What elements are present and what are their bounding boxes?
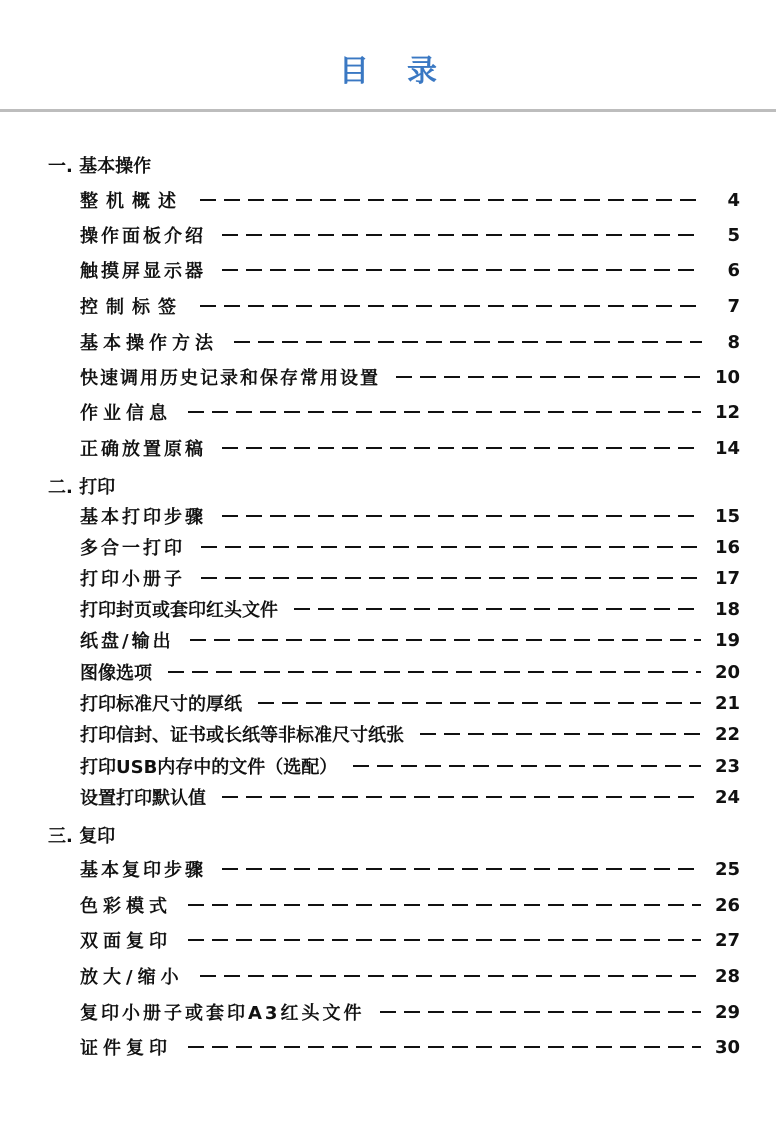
toc-entry-label: 基本复印步骤	[80, 860, 206, 881]
toc-entry-page: 18	[714, 598, 740, 620]
toc-entry-label: 证件复印	[80, 1038, 172, 1059]
toc-entry[interactable]	[80, 400, 740, 424]
toc-entry-page: 28	[714, 965, 740, 987]
toc-entry[interactable]	[80, 1000, 740, 1024]
toc-entry-page: 8	[727, 331, 740, 353]
dot-leader	[188, 928, 701, 952]
toc-entry-page: 22	[714, 723, 740, 745]
toc-entry-page: 14	[714, 437, 740, 459]
section-heading-copy: 三. 复印	[48, 826, 116, 847]
dot-leader	[188, 893, 701, 917]
toc-entry[interactable]	[80, 628, 740, 652]
toc-entry[interactable]	[80, 223, 740, 247]
toc-entry[interactable]	[80, 504, 740, 528]
toc-entry-label: 打印封页或套印红头文件	[80, 600, 278, 621]
toc-entry[interactable]	[80, 691, 740, 715]
toc-entry[interactable]	[80, 893, 740, 917]
dot-leader	[222, 857, 701, 881]
toc-entry[interactable]	[80, 785, 740, 809]
toc-entry-page: 29	[714, 1001, 740, 1023]
toc-entry-label: 作业信息	[80, 403, 172, 424]
toc-entry-label: 打印小册子	[80, 569, 185, 590]
toc-entry-label: 触摸屏显示器	[80, 261, 206, 282]
toc-entry-label: 基本打印步骤	[80, 507, 206, 528]
toc-entry-label: 双面复印	[80, 931, 172, 952]
toc-entry[interactable]	[80, 566, 740, 590]
dot-leader	[222, 436, 701, 460]
toc-entry-label: 正确放置原稿	[80, 439, 206, 460]
toc-entry[interactable]	[80, 754, 740, 778]
toc-entry-page: 7	[727, 295, 740, 317]
toc-entry-page: 25	[714, 858, 740, 880]
dot-leader	[222, 785, 701, 809]
toc-entry[interactable]	[80, 258, 740, 282]
toc-entry[interactable]	[80, 294, 740, 318]
dot-leader	[258, 691, 701, 715]
dot-leader	[420, 722, 701, 746]
toc-entry-page: 20	[714, 661, 740, 683]
toc-entry[interactable]	[80, 188, 740, 212]
toc-entry[interactable]	[80, 436, 740, 460]
toc-entry-page: 21	[714, 692, 740, 714]
toc-entry-label: 复印小册子或套印A3红头文件	[80, 1003, 365, 1024]
toc-entry-label: 设置打印默认值	[80, 788, 206, 809]
toc-entry-page: 4	[727, 189, 740, 211]
toc-entry-page: 6	[727, 259, 740, 281]
toc-entry[interactable]	[80, 722, 740, 746]
toc-entry-label: 纸盘/输出	[80, 631, 174, 652]
toc-entry[interactable]	[80, 597, 740, 621]
toc-entry[interactable]	[80, 1035, 740, 1059]
dot-leader	[200, 294, 702, 318]
dot-leader	[294, 597, 701, 621]
dot-leader	[380, 1000, 700, 1024]
dot-leader	[222, 223, 702, 247]
dot-leader	[188, 400, 701, 424]
toc-entry-label: 控制标签	[80, 297, 184, 318]
toc-entry-page: 12	[714, 401, 740, 423]
toc-entry-label: 整机概述	[80, 191, 184, 212]
dot-leader	[222, 504, 701, 528]
section-heading-print: 二. 打印	[48, 477, 116, 498]
dot-leader	[168, 660, 701, 684]
dot-leader	[201, 566, 701, 590]
toc-entry-label: 操作面板介绍	[80, 226, 206, 247]
toc-entry[interactable]	[80, 964, 740, 988]
dot-leader	[222, 258, 702, 282]
toc-entry[interactable]	[80, 330, 740, 354]
dot-leader	[201, 535, 701, 559]
toc-entry[interactable]	[80, 660, 740, 684]
dot-leader	[234, 330, 702, 354]
toc-entry-label: 基本操作方法	[80, 333, 218, 354]
toc-entry-page: 27	[714, 929, 740, 951]
toc-entry-label: 图像选项	[80, 663, 152, 684]
toc-entry-label: 色彩模式	[80, 896, 172, 917]
toc-entry-page: 17	[714, 567, 740, 589]
toc-entry-page: 23	[714, 755, 740, 777]
toc-entry[interactable]	[80, 365, 740, 389]
toc-entry-page: 24	[714, 786, 740, 808]
toc-entry-label: 放大/缩小	[80, 967, 184, 988]
dot-leader	[188, 1035, 701, 1059]
toc-entry[interactable]	[80, 928, 740, 952]
toc-entry-page: 30	[714, 1036, 740, 1058]
toc-entry[interactable]	[80, 535, 740, 559]
dot-leader	[200, 188, 702, 212]
toc-entry-page: 19	[714, 629, 740, 651]
toc-entry-label: 打印USB内存中的文件（选配）	[80, 757, 338, 778]
toc-entry-page: 16	[714, 536, 740, 558]
dot-leader	[353, 754, 701, 778]
dot-leader	[396, 365, 701, 389]
toc-entry-label: 打印信封、证书或长纸等非标准尺寸纸张	[80, 725, 404, 746]
header-divider	[0, 109, 776, 112]
page-title: 目录	[339, 54, 475, 89]
toc-entry-page: 26	[714, 894, 740, 916]
toc-entry-label: 打印标准尺寸的厚纸	[80, 694, 242, 715]
section-heading-basic-operations: 一. 基本操作	[48, 156, 152, 177]
toc-entry-page: 5	[727, 224, 740, 246]
toc-entry-label: 快速调用历史记录和保存常用设置	[80, 368, 380, 389]
toc-entry-page: 15	[714, 505, 740, 527]
toc-entry-label: 多合一打印	[80, 538, 185, 559]
toc-entry[interactable]	[80, 857, 740, 881]
toc-entry-page: 10	[714, 366, 740, 388]
dot-leader	[200, 964, 701, 988]
dot-leader	[190, 628, 701, 652]
